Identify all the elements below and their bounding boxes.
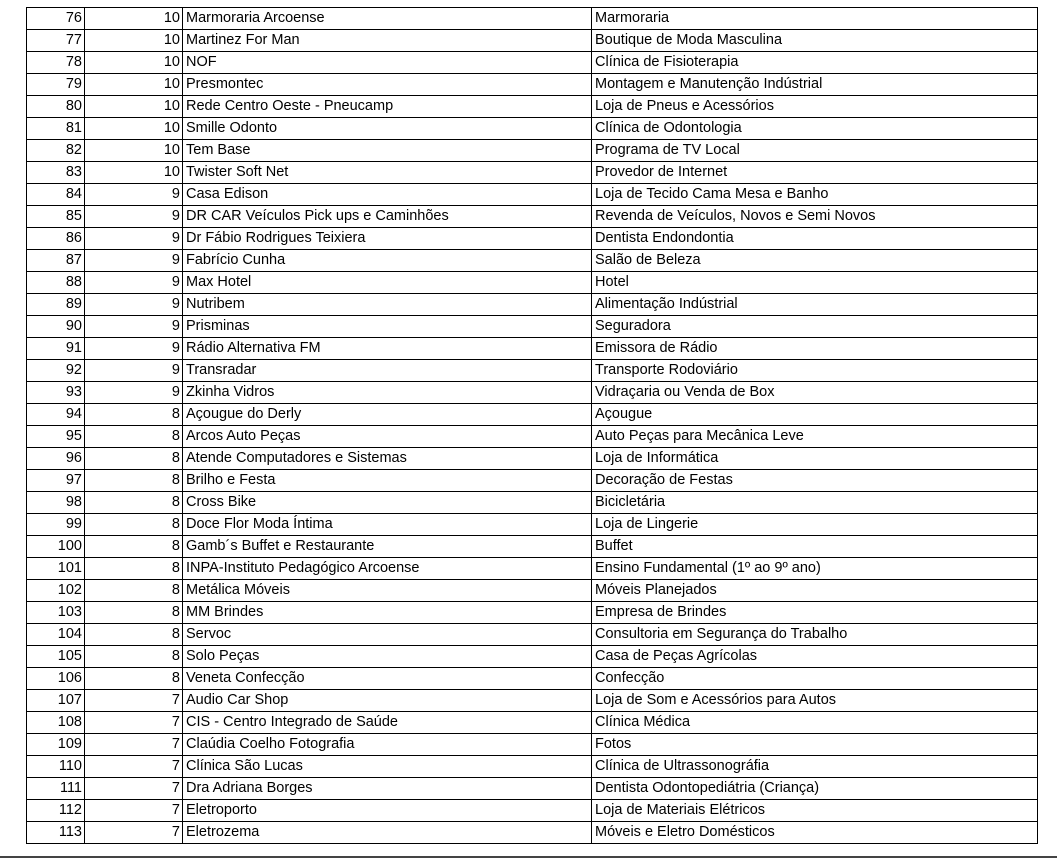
- row-number-cell: 105: [27, 646, 85, 668]
- score-cell: 8: [85, 470, 183, 492]
- bottom-divider: [0, 856, 1057, 858]
- row-number-cell: 101: [27, 558, 85, 580]
- business-type-cell: Loja de Pneus e Acessórios: [592, 96, 1038, 118]
- row-number-cell: 104: [27, 624, 85, 646]
- score-cell: 8: [85, 536, 183, 558]
- business-type-cell: Loja de Informática: [592, 448, 1038, 470]
- score-cell: 7: [85, 800, 183, 822]
- business-type-cell: Clínica de Ultrassonográfia: [592, 756, 1038, 778]
- row-number-cell: 87: [27, 250, 85, 272]
- score-cell: 8: [85, 448, 183, 470]
- row-number-cell: 93: [27, 382, 85, 404]
- business-type-cell: Loja de Tecido Cama Mesa e Banho: [592, 184, 1038, 206]
- row-number-cell: 103: [27, 602, 85, 624]
- table-row: [27, 558, 1038, 580]
- business-type-cell: Móveis e Eletro Domésticos: [592, 822, 1038, 844]
- table-row: [27, 448, 1038, 470]
- business-type-cell: Fotos: [592, 734, 1038, 756]
- company-name-cell: DR CAR Veículos Pick ups e Caminhões: [183, 206, 592, 228]
- company-name-cell: Clínica São Lucas: [183, 756, 592, 778]
- row-number-cell: 84: [27, 184, 85, 206]
- table-row: [27, 250, 1038, 272]
- table-row: [27, 30, 1038, 52]
- score-cell: 10: [85, 74, 183, 96]
- row-number-cell: 88: [27, 272, 85, 294]
- company-name-cell: Prisminas: [183, 316, 592, 338]
- row-number-cell: 90: [27, 316, 85, 338]
- company-name-cell: Veneta Confecção: [183, 668, 592, 690]
- table-row: [27, 140, 1038, 162]
- company-name-cell: Nutribem: [183, 294, 592, 316]
- score-cell: 9: [85, 250, 183, 272]
- row-number-cell: 100: [27, 536, 85, 558]
- score-cell: 8: [85, 404, 183, 426]
- company-name-cell: Cross Bike: [183, 492, 592, 514]
- row-number-cell: 98: [27, 492, 85, 514]
- company-name-cell: Doce Flor Moda Íntima: [183, 514, 592, 536]
- company-name-cell: Presmontec: [183, 74, 592, 96]
- company-name-cell: Marmoraria Arcoense: [183, 8, 592, 30]
- business-type-cell: Clínica de Odontologia: [592, 118, 1038, 140]
- table-row: [27, 690, 1038, 712]
- score-cell: 9: [85, 294, 183, 316]
- score-cell: 10: [85, 140, 183, 162]
- score-cell: 8: [85, 624, 183, 646]
- table-row: [27, 470, 1038, 492]
- row-number-cell: 113: [27, 822, 85, 844]
- table-row: [27, 316, 1038, 338]
- business-type-cell: Empresa de Brindes: [592, 602, 1038, 624]
- company-name-cell: CIS - Centro Integrado de Saúde: [183, 712, 592, 734]
- row-number-cell: 77: [27, 30, 85, 52]
- company-name-cell: Brilho e Festa: [183, 470, 592, 492]
- score-cell: 8: [85, 426, 183, 448]
- score-cell: 8: [85, 492, 183, 514]
- company-name-cell: Smille Odonto: [183, 118, 592, 140]
- company-name-cell: NOF: [183, 52, 592, 74]
- score-cell: 10: [85, 52, 183, 74]
- row-number-cell: 76: [27, 8, 85, 30]
- row-number-cell: 109: [27, 734, 85, 756]
- business-type-cell: Clínica de Fisioterapia: [592, 52, 1038, 74]
- score-cell: 10: [85, 8, 183, 30]
- table-row: [27, 668, 1038, 690]
- score-cell: 10: [85, 118, 183, 140]
- business-type-cell: Emissora de Rádio: [592, 338, 1038, 360]
- row-number-cell: 82: [27, 140, 85, 162]
- score-cell: 10: [85, 30, 183, 52]
- business-type-cell: Loja de Som e Acessórios para Autos: [592, 690, 1038, 712]
- company-name-cell: Dra Adriana Borges: [183, 778, 592, 800]
- table-row: [27, 492, 1038, 514]
- company-name-cell: Fabrício Cunha: [183, 250, 592, 272]
- table-row: [27, 162, 1038, 184]
- business-type-cell: Dentista Endondontia: [592, 228, 1038, 250]
- company-name-cell: Açougue do Derly: [183, 404, 592, 426]
- row-number-cell: 79: [27, 74, 85, 96]
- business-type-cell: Açougue: [592, 404, 1038, 426]
- company-name-cell: Rede Centro Oeste - Pneucamp: [183, 96, 592, 118]
- business-type-cell: Transporte Rodoviário: [592, 360, 1038, 382]
- row-number-cell: 94: [27, 404, 85, 426]
- business-type-cell: Bicicletária: [592, 492, 1038, 514]
- business-type-cell: Móveis Planejados: [592, 580, 1038, 602]
- table-row: [27, 778, 1038, 800]
- table-row: [27, 294, 1038, 316]
- row-number-cell: 97: [27, 470, 85, 492]
- business-type-cell: Programa de TV Local: [592, 140, 1038, 162]
- row-number-cell: 80: [27, 96, 85, 118]
- business-type-cell: Revenda de Veículos, Novos e Semi Novos: [592, 206, 1038, 228]
- table-row: [27, 624, 1038, 646]
- company-name-cell: Max Hotel: [183, 272, 592, 294]
- business-type-cell: Alimentação Indústrial: [592, 294, 1038, 316]
- score-cell: 7: [85, 756, 183, 778]
- business-type-cell: Dentista Odontopediátria (Criança): [592, 778, 1038, 800]
- ranking-table: [26, 7, 1038, 844]
- company-name-cell: Claúdia Coelho Fotografia: [183, 734, 592, 756]
- score-cell: 10: [85, 162, 183, 184]
- company-name-cell: Atende Computadores e Sistemas: [183, 448, 592, 470]
- row-number-cell: 83: [27, 162, 85, 184]
- business-type-cell: Consultoria em Segurança do Trabalho: [592, 624, 1038, 646]
- table-row: [27, 184, 1038, 206]
- company-name-cell: Servoc: [183, 624, 592, 646]
- score-cell: 9: [85, 382, 183, 404]
- score-cell: 7: [85, 778, 183, 800]
- row-number-cell: 85: [27, 206, 85, 228]
- row-number-cell: 106: [27, 668, 85, 690]
- business-type-cell: Salão de Beleza: [592, 250, 1038, 272]
- table-row: [27, 404, 1038, 426]
- score-cell: 9: [85, 206, 183, 228]
- company-name-cell: Arcos Auto Peças: [183, 426, 592, 448]
- table-row: [27, 712, 1038, 734]
- business-type-cell: Confecção: [592, 668, 1038, 690]
- table-row: [27, 536, 1038, 558]
- table-row: [27, 822, 1038, 844]
- business-type-cell: Clínica Médica: [592, 712, 1038, 734]
- company-name-cell: Audio Car Shop: [183, 690, 592, 712]
- table-row: [27, 580, 1038, 602]
- score-cell: 8: [85, 580, 183, 602]
- score-cell: 9: [85, 184, 183, 206]
- business-type-cell: Ensino Fundamental (1º ao 9º ano): [592, 558, 1038, 580]
- company-name-cell: Dr Fábio Rodrigues Teixiera: [183, 228, 592, 250]
- table-row: [27, 118, 1038, 140]
- business-type-cell: Decoração de Festas: [592, 470, 1038, 492]
- score-cell: 7: [85, 734, 183, 756]
- business-type-cell: Hotel: [592, 272, 1038, 294]
- row-number-cell: 78: [27, 52, 85, 74]
- score-cell: 9: [85, 272, 183, 294]
- table-row: [27, 272, 1038, 294]
- company-name-cell: Metálica Móveis: [183, 580, 592, 602]
- company-name-cell: Transradar: [183, 360, 592, 382]
- row-number-cell: 102: [27, 580, 85, 602]
- table-row: [27, 206, 1038, 228]
- score-cell: 9: [85, 228, 183, 250]
- score-cell: 8: [85, 558, 183, 580]
- row-number-cell: 108: [27, 712, 85, 734]
- row-number-cell: 111: [27, 778, 85, 800]
- company-name-cell: Rádio Alternativa FM: [183, 338, 592, 360]
- row-number-cell: 95: [27, 426, 85, 448]
- table-row: [27, 8, 1038, 30]
- table-row: [27, 426, 1038, 448]
- business-type-cell: Boutique de Moda Masculina: [592, 30, 1038, 52]
- business-type-cell: Vidraçaria ou Venda de Box: [592, 382, 1038, 404]
- score-cell: 9: [85, 360, 183, 382]
- business-type-cell: Auto Peças para Mecânica Leve: [592, 426, 1038, 448]
- table-row: [27, 74, 1038, 96]
- row-number-cell: 92: [27, 360, 85, 382]
- table-row: [27, 602, 1038, 624]
- business-type-cell: Buffet: [592, 536, 1038, 558]
- company-name-cell: Martinez For Man: [183, 30, 592, 52]
- table-row: [27, 756, 1038, 778]
- business-type-cell: Seguradora: [592, 316, 1038, 338]
- business-type-cell: Provedor de Internet: [592, 162, 1038, 184]
- company-name-cell: Eletrozema: [183, 822, 592, 844]
- table-row: [27, 360, 1038, 382]
- table-row: [27, 800, 1038, 822]
- row-number-cell: 112: [27, 800, 85, 822]
- business-type-cell: Loja de Materiais Elétricos: [592, 800, 1038, 822]
- score-cell: 8: [85, 646, 183, 668]
- score-cell: 9: [85, 316, 183, 338]
- table-row: [27, 96, 1038, 118]
- business-type-cell: Montagem e Manutenção Indústrial: [592, 74, 1038, 96]
- score-cell: 7: [85, 712, 183, 734]
- company-name-cell: MM Brindes: [183, 602, 592, 624]
- row-number-cell: 107: [27, 690, 85, 712]
- company-name-cell: Eletroporto: [183, 800, 592, 822]
- score-cell: 7: [85, 822, 183, 844]
- business-type-cell: Casa de Peças Agrícolas: [592, 646, 1038, 668]
- company-name-cell: Casa Edison: [183, 184, 592, 206]
- table-row: [27, 228, 1038, 250]
- row-number-cell: 110: [27, 756, 85, 778]
- score-cell: 8: [85, 514, 183, 536]
- business-type-cell: Marmoraria: [592, 8, 1038, 30]
- score-cell: 7: [85, 690, 183, 712]
- company-name-cell: Solo Peças: [183, 646, 592, 668]
- row-number-cell: 81: [27, 118, 85, 140]
- table-row: [27, 382, 1038, 404]
- table-row: [27, 52, 1038, 74]
- company-name-cell: Twister Soft Net: [183, 162, 592, 184]
- score-cell: 8: [85, 668, 183, 690]
- company-name-cell: Tem Base: [183, 140, 592, 162]
- business-type-cell: Loja de Lingerie: [592, 514, 1038, 536]
- table-row: [27, 338, 1038, 360]
- row-number-cell: 86: [27, 228, 85, 250]
- row-number-cell: 99: [27, 514, 85, 536]
- table-row: [27, 734, 1038, 756]
- row-number-cell: 89: [27, 294, 85, 316]
- row-number-cell: 96: [27, 448, 85, 470]
- table-row: [27, 646, 1038, 668]
- ranking-table-body: [27, 8, 1038, 844]
- row-number-cell: 91: [27, 338, 85, 360]
- score-cell: 9: [85, 338, 183, 360]
- score-cell: 8: [85, 602, 183, 624]
- company-name-cell: Gamb´s Buffet e Restaurante: [183, 536, 592, 558]
- table-row: [27, 514, 1038, 536]
- score-cell: 10: [85, 96, 183, 118]
- company-name-cell: INPA-Instituto Pedagógico Arcoense: [183, 558, 592, 580]
- company-name-cell: Zkinha Vidros: [183, 382, 592, 404]
